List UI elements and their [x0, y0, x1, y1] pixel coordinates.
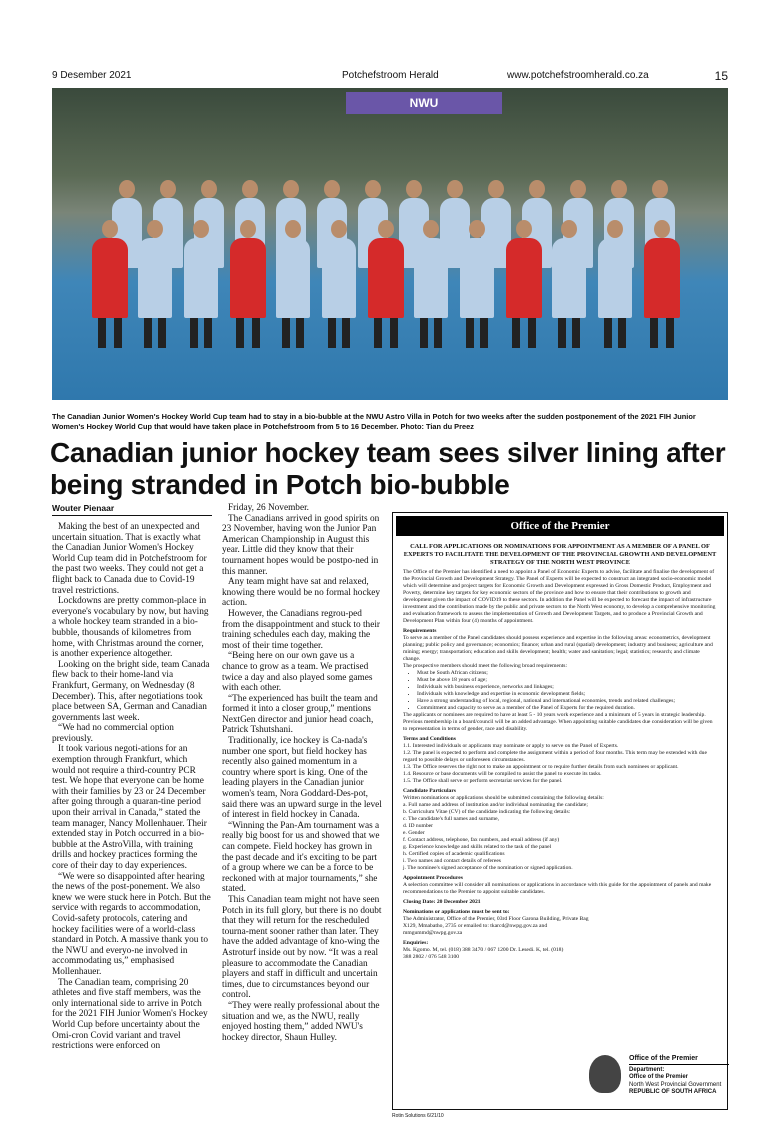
list-item: j. The nominee's signed acceptance of the nomination or signed application.: [403, 865, 573, 871]
paragraph: Looking on the bright side, team Canada flew back to their home-land via Frankfurt, Germany, on Wednesday (8 December). This, after negotiations took place between SA, German and Canadian governments last week.: [52, 659, 210, 723]
article-column-1: [52, 522, 212, 1052]
list-item: 1.4. Resource or base documents will be compiled to assist the panel to execute its tasks.: [403, 771, 602, 777]
paragraph: This Canadian team might not have seen Potch in its full glory, but there is no doubt that they will return for the rescheduled tourna-ment sooner rather than later. They have the added advantage of kno-wing the Astroturf inside out by now. “It was a real pleasure to accommodate the Canadian players and staff in difficult and uncertain times, due to circumstances beyond our control.: [222, 894, 382, 1001]
page-number: 15: [714, 69, 728, 83]
paragraph: “We were so disappointed after hearing the news of the post-ponement. We also knew we were stuck here in Potch. But the service with regards to accommodation, Covid-safety protocols, catering and hockey facilities were of a world-class standard in Potch. A massive thank you to the NWU and everyo-ne involved in accommodating us,” emphasised Mollenhauer.: [52, 871, 211, 977]
paragraph: Making the best of an unexpected and uncertain situation. That is exactly what the Canadian Junior Women's Hockey World Cup team did in Potchefstroom for the past two weeks. They could not get a flight back to Canada due to Covid-19 travel restrictions.: [52, 522, 207, 596]
list-item: h. Certified copies of academic qualifications: [403, 851, 505, 857]
article-column-2: [222, 503, 382, 1043]
player-figure: [414, 238, 448, 318]
ad-send-heading: Nominations or applications must be sent to:: [403, 909, 510, 915]
paragraph: “The experienced has built the team and formed it into a closer group,” mentions NextGen director and junior head coach, Patrick Tshutshani.: [222, 693, 378, 736]
ad-requirements-list: [403, 670, 717, 712]
player-head: [652, 180, 668, 198]
department-country: REPUBLIC OF SOUTH AFRICA: [629, 1089, 717, 1095]
team-photo: [52, 88, 728, 400]
ad-requirements-text: To serve as a member of the Panel candidates should possess experience and expertise in the following areas: econometrics, development planning; public policy and governance; economics; finance; urban and rural (spatial) development; industry and business; agriculture and mining; energy; transportation; education and skills development; health; water and sanitation; legal; statistics; research; and climate change.: [403, 635, 713, 662]
list-item: 1.3. The Office reserves the right not to make an appointment or to require further details from such nominees or applicant.: [403, 764, 679, 770]
player-figure: [138, 238, 172, 318]
player-figure: [368, 238, 404, 318]
player-head: [570, 180, 586, 198]
player-head: [406, 180, 422, 198]
ad-body: [393, 569, 727, 961]
player-head: [242, 180, 258, 198]
player-sock: [282, 318, 290, 348]
ad-enquiries-heading: Enquiries:: [403, 940, 429, 946]
player-figure: [506, 238, 542, 318]
paragraph: “They were really professional about the situation and we, as the NWU, really enjoyed hosting them,” added NWU's hockey director, Shaun Hulley.: [222, 1000, 380, 1043]
article-headline: Canadian junior hockey team sees silver lining after being stranded in Potch bio-bubble: [50, 437, 726, 500]
player-sock: [480, 318, 488, 348]
article-byline: Wouter Pienaar: [52, 503, 212, 516]
player-sock: [252, 318, 260, 348]
paragraph: The Canadian team, comprising 20 athletes and five staff members, was the only international side to arrive in Potch for the 2021 FIH Junior Women's Hockey World Cup before uncertainty about the Omi-cron Covid variant and travel restrictions were enforced on: [52, 977, 208, 1052]
list-item: 1.2. The panel is expected to perform and complete the assignment within a period of four months. This term may be extended with due regard to possible delays or unforeseen circumstances.: [403, 750, 707, 763]
player-figure: [460, 238, 494, 318]
list-item: • Must be above 18 years of age;: [417, 677, 717, 684]
paragraph: “We had no commercial option previously.: [52, 723, 174, 744]
ad-reference: Rotin Solutions 6/21/10: [392, 1113, 444, 1119]
photo-caption: [52, 412, 728, 432]
issue-date: 9 Desember 2021: [52, 70, 132, 81]
player-head: [447, 180, 463, 198]
player-head: [285, 220, 301, 238]
paragraph: Traditionally, ice hockey is Ca-nada's number one sport, but field hockey has recently also gained momentum in a country where sport is king. One of the leading players in the Canadian junior women's team, Nora Goddard-Des-pot, said there was an upward surge in the level of interest in field hockey in Canada.: [222, 736, 382, 821]
player-sock: [158, 318, 166, 348]
paragraph: “Winning the Pan-Am tournament was a really big boost for us and showed that we can compete. Field hockey has grown in the past decade and it's exciting to be part of a group where we can be a force to be reckoned with at major tournaments,” she stated.: [222, 820, 380, 895]
list-item: • Individuals with business experience, networks and linkages;: [417, 684, 717, 691]
premier-advertisement: [392, 512, 728, 1110]
player-sock: [604, 318, 612, 348]
paragraph: It took various negoti-ations for an exemption through Frankfurt, which would not require a third-country PCR test. We hope that everyone can be home with their families by 23 or 24 December after going through a quaran-tine period upon their arrival in Canada,” stated the team manager, Nancy Mollenhauer. Their extended stay in Potch occurred in a bio-bubble at the AstroVilla, with training drills and hockey practices forming the core of their day to day experiences.: [52, 744, 207, 871]
newspaper-url[interactable]: www.potchefstroomherald.co.za: [507, 70, 649, 81]
player-head: [611, 180, 627, 198]
player-head: [469, 220, 485, 238]
list-item: • Commitment and capacity to serve as a member of the Panel of Experts for the required duration.: [417, 705, 717, 712]
list-item: • Have a strong understanding of local, regional, national and international economies, trends and related challenges;: [417, 698, 717, 705]
player-head: [193, 220, 209, 238]
paragraph: However, the Canadians regrou-ped from the disappointment and stuck to their training schedules each day, making the most of their time together.: [222, 608, 381, 651]
ad-intro: The Office of the Premier has identified a need to appoint a Panel of Economic Experts to advise, facilitate and finalise the development of the Provincial Growth and Development Strategy. The Panel of Experts will be expected to construct an integrated socio-economic model which will determine and project targets for Economic Growth and Development expressed in Gross Domestic Product, Employment and Poverty, determine key targets for key economic sectors of the province and how to ensure that their contributions to growth and development given the impact of COVID19 to these sectors. In addition the Panel will be expected to forecast the impact of infrastructure investment and the contribution made by the public and private sectors to the North West economy, to develop a comprehensive monitoring and evaluation framework to assess the implementation of Growth and Development Targets, and to produce a Provincial Growth and Development Plan within four (4) months of appointment.: [403, 569, 716, 624]
ad-procedures: A selection committee will consider all nominations or applications in accordance with this guide for the appointment of panels and make recommendations to the Premier to appoint suitable candidates.: [403, 882, 712, 895]
newspaper-name: Potchefstroom Herald: [342, 70, 439, 81]
player-head: [102, 220, 118, 238]
player-sock: [466, 318, 474, 348]
player-head: [240, 220, 256, 238]
player-sock: [190, 318, 198, 348]
ad-particulars-heading: Candidate Particulars: [403, 788, 456, 794]
list-item: e. Gender: [403, 830, 425, 836]
player-sock: [98, 318, 106, 348]
player-head: [607, 220, 623, 238]
list-item: a. Full name and address of institution and/or individual nominating the candidate;: [403, 802, 588, 808]
coat-of-arms-icon: [589, 1055, 621, 1093]
player-head: [423, 220, 439, 238]
department-government: North West Provincial Government: [629, 1081, 722, 1088]
player-sock: [512, 318, 520, 348]
nwu-banner: NWU: [346, 92, 502, 114]
player-head: [331, 220, 347, 238]
player-figure: [276, 238, 310, 318]
paragraph: Lockdowns are pretty common-place in everyone's vocabulary by now, but having a whole hockey team stranded in a bio-bubble, thousands of kilometres from home, with Christmas around the corner, is another experience altogether.: [52, 596, 209, 660]
list-item: 1.1. Interested individuals or applicants may nominate or apply to serve on the Panel of Experts.: [403, 743, 619, 749]
player-sock: [296, 318, 304, 348]
player-head: [488, 180, 504, 198]
player-sock: [650, 318, 658, 348]
list-item: c. The candidate's full names and surname,: [403, 816, 499, 822]
caption-text: The Canadian Junior Women's Hockey World Cup team had to stay in a bio-bubble at the NWU Astro Villa in Potch for two weeks after the sudden postponement of the 2021 FIH Junior Women's Hockey World Cup that would have taken place in Potchefstroom from 5 to 16 December.: [52, 412, 696, 431]
department-name: Office of the Premier: [629, 1074, 689, 1080]
player-head: [378, 220, 394, 238]
player-head: [283, 180, 299, 198]
paragraph: Any team might have sat and relaxed, knowing there would be no formal hockey action.: [222, 577, 381, 609]
ad-terms-heading: Terms and Conditions: [403, 736, 456, 742]
player-head: [324, 180, 340, 198]
department-block: [629, 1055, 729, 1097]
list-item: b. Curriculum Vitae (CV) of the candidate indicating the following details:: [403, 809, 571, 815]
player-figure: [230, 238, 266, 318]
player-figure: [598, 238, 632, 318]
page-header: [52, 70, 728, 84]
player-figure: [552, 238, 586, 318]
player-sock: [666, 318, 674, 348]
player-sock: [420, 318, 428, 348]
player-figure: [184, 238, 218, 318]
paragraph: The Canadians arrived in good spirits on 23 November, having won the Junior Pan American Championship in August this year. Little did they know that their tournament hopes would be postpo-ned in this manner.: [222, 513, 380, 577]
player-sock: [558, 318, 566, 348]
ad-enquiries: Ms. Kgomo. M, tel. (018) 388 3470 / 067 1200 Dr. Lesedi. K, tel. (018) 388 2802 / 076 548 3100: [403, 947, 564, 960]
player-sock: [204, 318, 212, 348]
player-figure: [92, 238, 128, 318]
player-head: [201, 180, 217, 198]
ad-closing-date: Closing Date: 20 December 2021: [403, 899, 481, 905]
player-sock: [342, 318, 350, 348]
photo-credit: Photo: Tian du Preez: [400, 422, 474, 431]
player-sock: [114, 318, 122, 348]
ad-particulars-intro: Written nominations or applications should be submitted containing the following details:: [403, 795, 604, 801]
ad-send-text: The Administrator, Office of the Premier, 03rd Floor Garona Building, Private Bag X129, Mmabatho, 2735 or emailed to: tkarcd@nwpg.gov.za and mmgummd@nwpg.gov.za: [403, 916, 589, 936]
list-item: g. Experience knowledge and skills related to the task of the panel: [403, 844, 552, 850]
ad-procedures-heading: Appointment Procedures: [403, 875, 463, 881]
player-figure: [644, 238, 680, 318]
department-title: Office of the Premier: [629, 1055, 729, 1065]
player-sock: [236, 318, 244, 348]
player-figure: [322, 238, 356, 318]
list-item: 1.5. The Office shall serve or perform secretariat services for the panel.: [403, 778, 563, 784]
player-sock: [618, 318, 626, 348]
ad-prospective: The prospective members should meet the following broad requirements:: [403, 663, 568, 669]
player-sock: [528, 318, 536, 348]
list-item: • Individuals with knowledge and expertise in economic development fields;: [417, 691, 717, 698]
player-head: [160, 180, 176, 198]
paragraph: Friday, 26 November.: [228, 503, 309, 513]
player-head: [365, 180, 381, 198]
player-sock: [572, 318, 580, 348]
player-head: [516, 220, 532, 238]
ad-applicants: The applicants or nominees are required to have at least 5 - 10 years work experience and a minimum of 5 years in strategic leadership. Previous membership in a board/council will be an added advantage. When appointing suitable candidates due consideration will be given to representation in terms of gender, race and disability.: [403, 712, 713, 732]
list-item: d. ID number: [403, 823, 433, 829]
list-item: • Must be South African citizens;: [417, 670, 717, 677]
player-sock: [144, 318, 152, 348]
player-head: [561, 220, 577, 238]
player-head: [119, 180, 135, 198]
player-sock: [434, 318, 442, 348]
ad-requirements-heading: Requirements: [403, 628, 437, 634]
ad-title: Office of the Premier: [396, 516, 724, 536]
player-sock: [390, 318, 398, 348]
ad-call-heading: CALL FOR APPLICATIONS OR NOMINATIONS FOR APPOINTMENT AS A MEMBER OF A PANEL OF EXPERTS TO FACILITATE THE DEVELOPMENT OF THE PROVINCIAL GROWTH AND DEVELOPMENT STRATEGY OF THE NORTH WEST PROVINCE: [403, 543, 717, 566]
player-sock: [374, 318, 382, 348]
paragraph: “Being here on our own gave us a chance to grow as a team. We practised twice a day and also played some games with each other.: [222, 651, 373, 694]
player-head: [654, 220, 670, 238]
player-sock: [328, 318, 336, 348]
player-head: [529, 180, 545, 198]
department-label: Department:: [629, 1066, 665, 1073]
player-head: [147, 220, 163, 238]
list-item: f. Contact address, telephone, fax numbers, and email address (if any): [403, 837, 560, 843]
list-item: i. Two names and contact details of referees: [403, 858, 501, 864]
